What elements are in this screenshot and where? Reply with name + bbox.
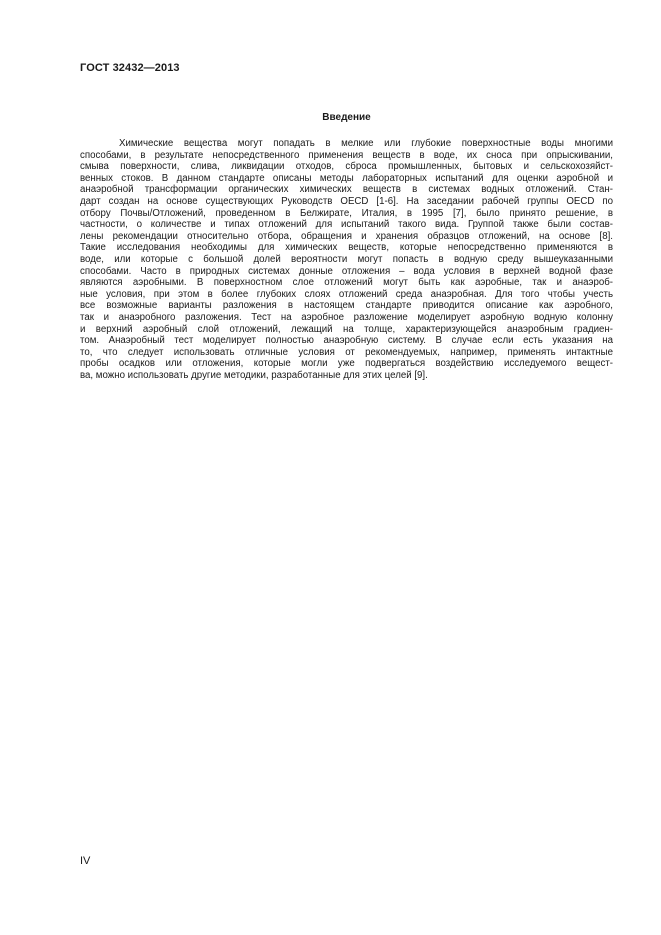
paragraph-line: все возможные варианты разложения в настоящем стандарте приводится описание как аэробного, <box>80 300 613 312</box>
paragraph-line: так и анаэробного разложения. Тест на аэробное разложение моделирует аэробную водную колонну <box>80 311 613 323</box>
document-standard-id: ГОСТ 32432—2013 <box>80 62 180 74</box>
paragraph-line: Такие исследования необходимы для химических веществ, которые непосредственно применяются в <box>80 242 613 254</box>
paragraph-line: и верхний аэробный слой отложений, лежащий на толще, характеризующейся анаэробным градиен- <box>80 323 613 335</box>
paragraph-line: способами, в результате непосредственного применения веществ в воде, их сноса при опрыскивании, <box>80 149 613 161</box>
paragraph-line: дарт создан на основе существующих Руководств OECD [1-6]. На заседании рабочей группы OECD по <box>80 195 613 207</box>
paragraph-line: то, что следует использовать отличные условия от рекомендуемых, например, применять интактные <box>80 346 613 358</box>
paragraph-line: ные условия, при этом в более глубоких слоях отложений среда анаэробная. Для того чтобы учесть <box>80 288 613 300</box>
section-title: Введение <box>322 112 371 123</box>
paragraph-line: ва, можно использовать другие методики, разработанные для этих целей [9]. <box>80 369 428 381</box>
paragraph-line: Химические вещества могут попадать в мелкие или глубокие поверхностные воды многими <box>119 138 613 149</box>
paragraph-line: смыва поверхности, слива, ликвидации отходов, сброса промышленных, бытовых и сельскохозяйст- <box>80 161 613 173</box>
paragraph-line: том. Анаэробный тест моделирует полностью анаэробную систему. В случае если есть указания на <box>80 335 613 347</box>
paragraph-line: являются аэробными. В поверхностном слое отложений могут быть как аэробные, так и анаэроб- <box>80 277 613 289</box>
paragraph-line: пробы осадков или отложения, которые могли уже подвергаться воздействию исследуемого вещест- <box>80 358 613 370</box>
page-number: IV <box>80 855 91 867</box>
paragraph-line: частности, о количестве и типах отложений для испытаний такого вида. Группой также были состав- <box>80 219 613 231</box>
paragraph-line: воде, или которые с большой долей вероятности могут попасть в водную среду вышеуказанными <box>80 253 613 265</box>
paragraph-line: венных стоков. В данном стандарте описаны методы лабораторных испытаний для оценки аэробной и <box>80 172 613 184</box>
introduction-paragraph <box>80 138 613 381</box>
paragraph-line: отбору Почвы/Отложений, проведенном в Белжирате, Италия, в 1995 [7], было принято решение, в <box>80 207 613 219</box>
paragraph-line: анаэробной трансформации органических химических веществ в системах водных отложений. Стан- <box>80 184 613 196</box>
paragraph-line: лены рекомендации относительно отбора, обращения и хранения образцов отложений, на основе [8]. <box>80 230 613 242</box>
paragraph-line: способами. Часто в природных системах донные отложения – вода условия в верхней водной фазе <box>80 265 613 277</box>
